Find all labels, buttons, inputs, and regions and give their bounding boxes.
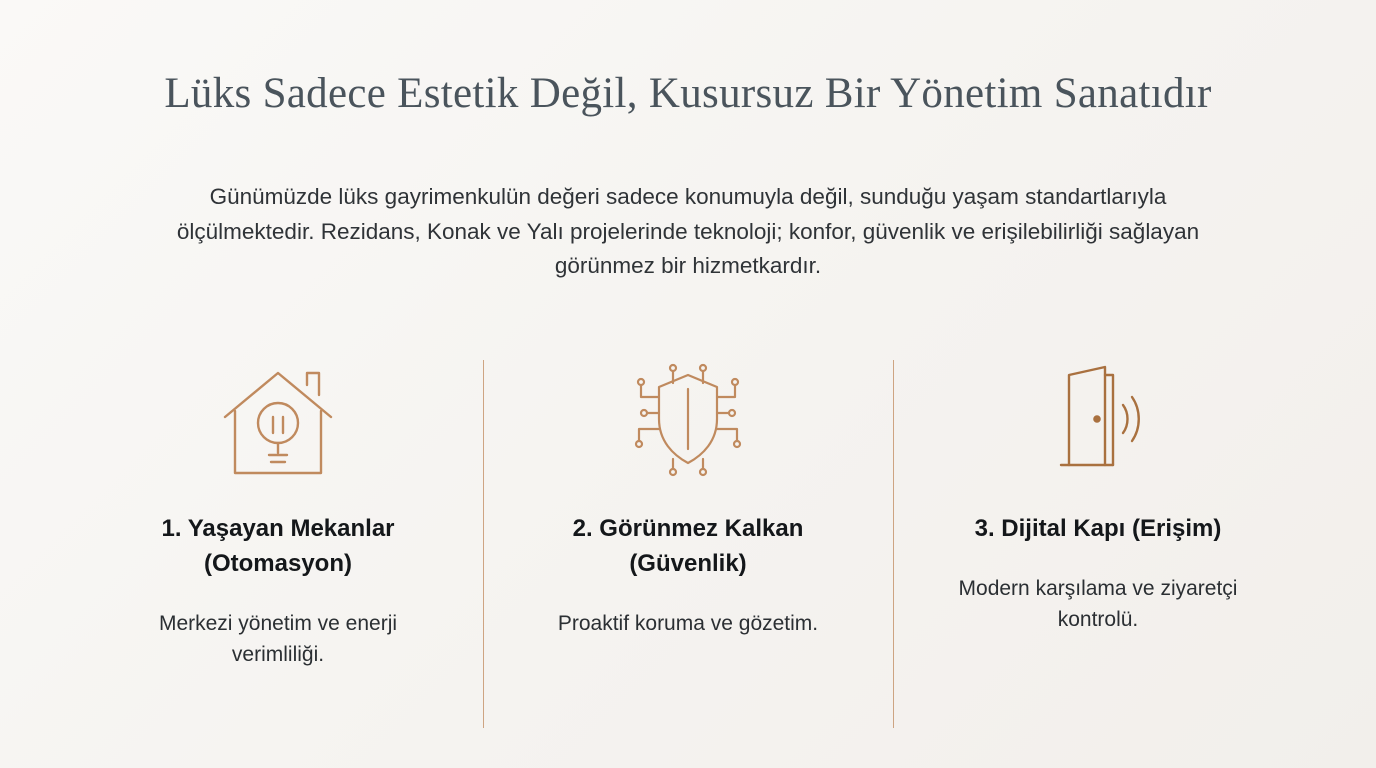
feature-title: 3. Dijital Kapı (Erişim) — [974, 515, 1222, 543]
feature-column-access — [893, 358, 1303, 728]
feature-columns — [73, 358, 1303, 728]
feature-column-security — [483, 358, 893, 728]
page-title: Lüks Sadece Estetik Değil, Kusursuz Bir Yönetim Sanatıdır — [164, 70, 1212, 117]
intro-paragraph: Günümüzde lüks gayrimenkulün değeri sadece konumuyla değil, sunduğu yaşam standartlarıyla ölçülmektedir. Rezidans, Konak ve Yalı projelerinde teknoloji; konfor, güvenlik ve erişilebilirliği sağlayan görünmez bir hizmetkardır. — [176, 184, 1200, 279]
feature-description: Proaktif koruma ve gözetim. — [557, 611, 819, 635]
open-door-signal-icon — [1035, 358, 1161, 482]
circuit-shield-icon — [625, 358, 751, 482]
house-lightbulb-icon — [215, 358, 341, 482]
feature-title: 1. Yaşayan Mekanlar (Otomasyon) — [161, 515, 395, 577]
feature-description: Merkezi yönetim ve enerji verimliliği. — [158, 611, 398, 667]
feature-column-automation — [73, 358, 483, 728]
feature-title: 2. Görünmez Kalkan (Güvenlik) — [572, 515, 804, 577]
feature-description: Modern karşılama ve ziyaretçi kontrolü. — [958, 576, 1238, 632]
